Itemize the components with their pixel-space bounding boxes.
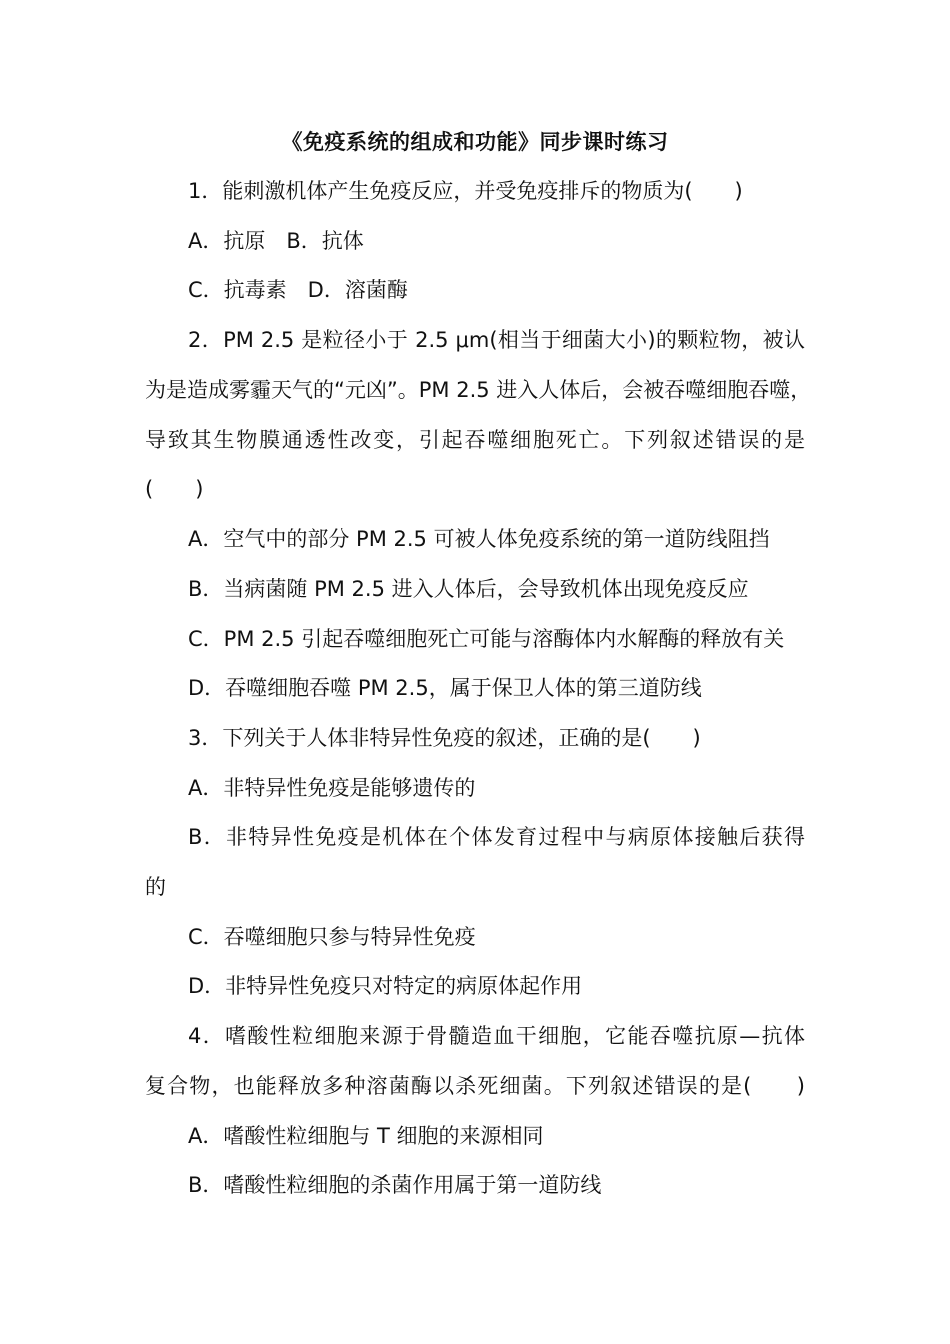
question-3-option-a: A．非特异性免疫是能够遗传的 [188, 776, 476, 800]
question-4-option-b: B．嗜酸性粒细胞的杀菌作用属于第一道防线 [188, 1173, 602, 1197]
question-3-option-b-line-1: B．非特异性免疫是机体在个体发育过程中与病原体接触后获得 [188, 825, 805, 849]
question-4-option-a: A．嗜酸性粒细胞与 T 细胞的来源相同 [188, 1124, 544, 1148]
question-2-stem-line-3: 导致其生物膜通透性改变，引起吞噬细胞死亡。下列叙述错误的是 [145, 428, 805, 452]
page-title: 《免疫系统的组成和功能》同步课时练习 [281, 130, 669, 154]
question-1-options-ab: A．抗原 B．抗体 [188, 229, 364, 253]
question-2-stem-line-2: 为是造成雾霾天气的“元凶”。PM 2.5 进入人体后，会被吞噬细胞吞噬， [145, 378, 812, 402]
question-3-stem: 3．下列关于人体非特异性免疫的叙述，正确的是( ) [188, 726, 701, 750]
question-2-option-b: B．当病菌随 PM 2.5 进入人体后，会导致机体出现免疫反应 [188, 577, 749, 601]
question-3-option-c: C．吞噬细胞只参与特异性免疫 [188, 925, 476, 949]
question-1-options-cd: C．抗毒素 D．溶菌酶 [188, 278, 408, 302]
question-4-stem-line-1: 4．嗜酸性粒细胞来源于骨髓造血干细胞，它能吞噬抗原—抗体 [188, 1024, 805, 1048]
question-2-stem-line-1: 2．PM 2.5 是粒径小于 2.5 μm(相当于细菌大小)的颗粒物，被认 [188, 328, 805, 352]
question-2-stem-line-4: ( ) [145, 477, 204, 501]
question-1-stem: 1．能刺激机体产生免疫反应，并受免疫排斥的物质为( ) [188, 179, 743, 203]
question-3-option-d: D．非特异性免疫只对特定的病原体起作用 [188, 974, 583, 998]
question-2-option-c: C．PM 2.5 引起吞噬细胞死亡可能与溶酶体内水解酶的释放有关 [188, 627, 785, 651]
question-4-stem-line-2: 复合物，也能释放多种溶菌酶以杀死细菌。下列叙述错误的是( ) [145, 1074, 805, 1098]
question-2-option-d: D．吞噬细胞吞噬 PM 2.5，属于保卫人体的第三道防线 [188, 676, 702, 700]
question-3-option-b-line-2: 的 [145, 875, 166, 899]
question-2-option-a: A．空气中的部分 PM 2.5 可被人体免疫系统的第一道防线阻挡 [188, 527, 770, 551]
